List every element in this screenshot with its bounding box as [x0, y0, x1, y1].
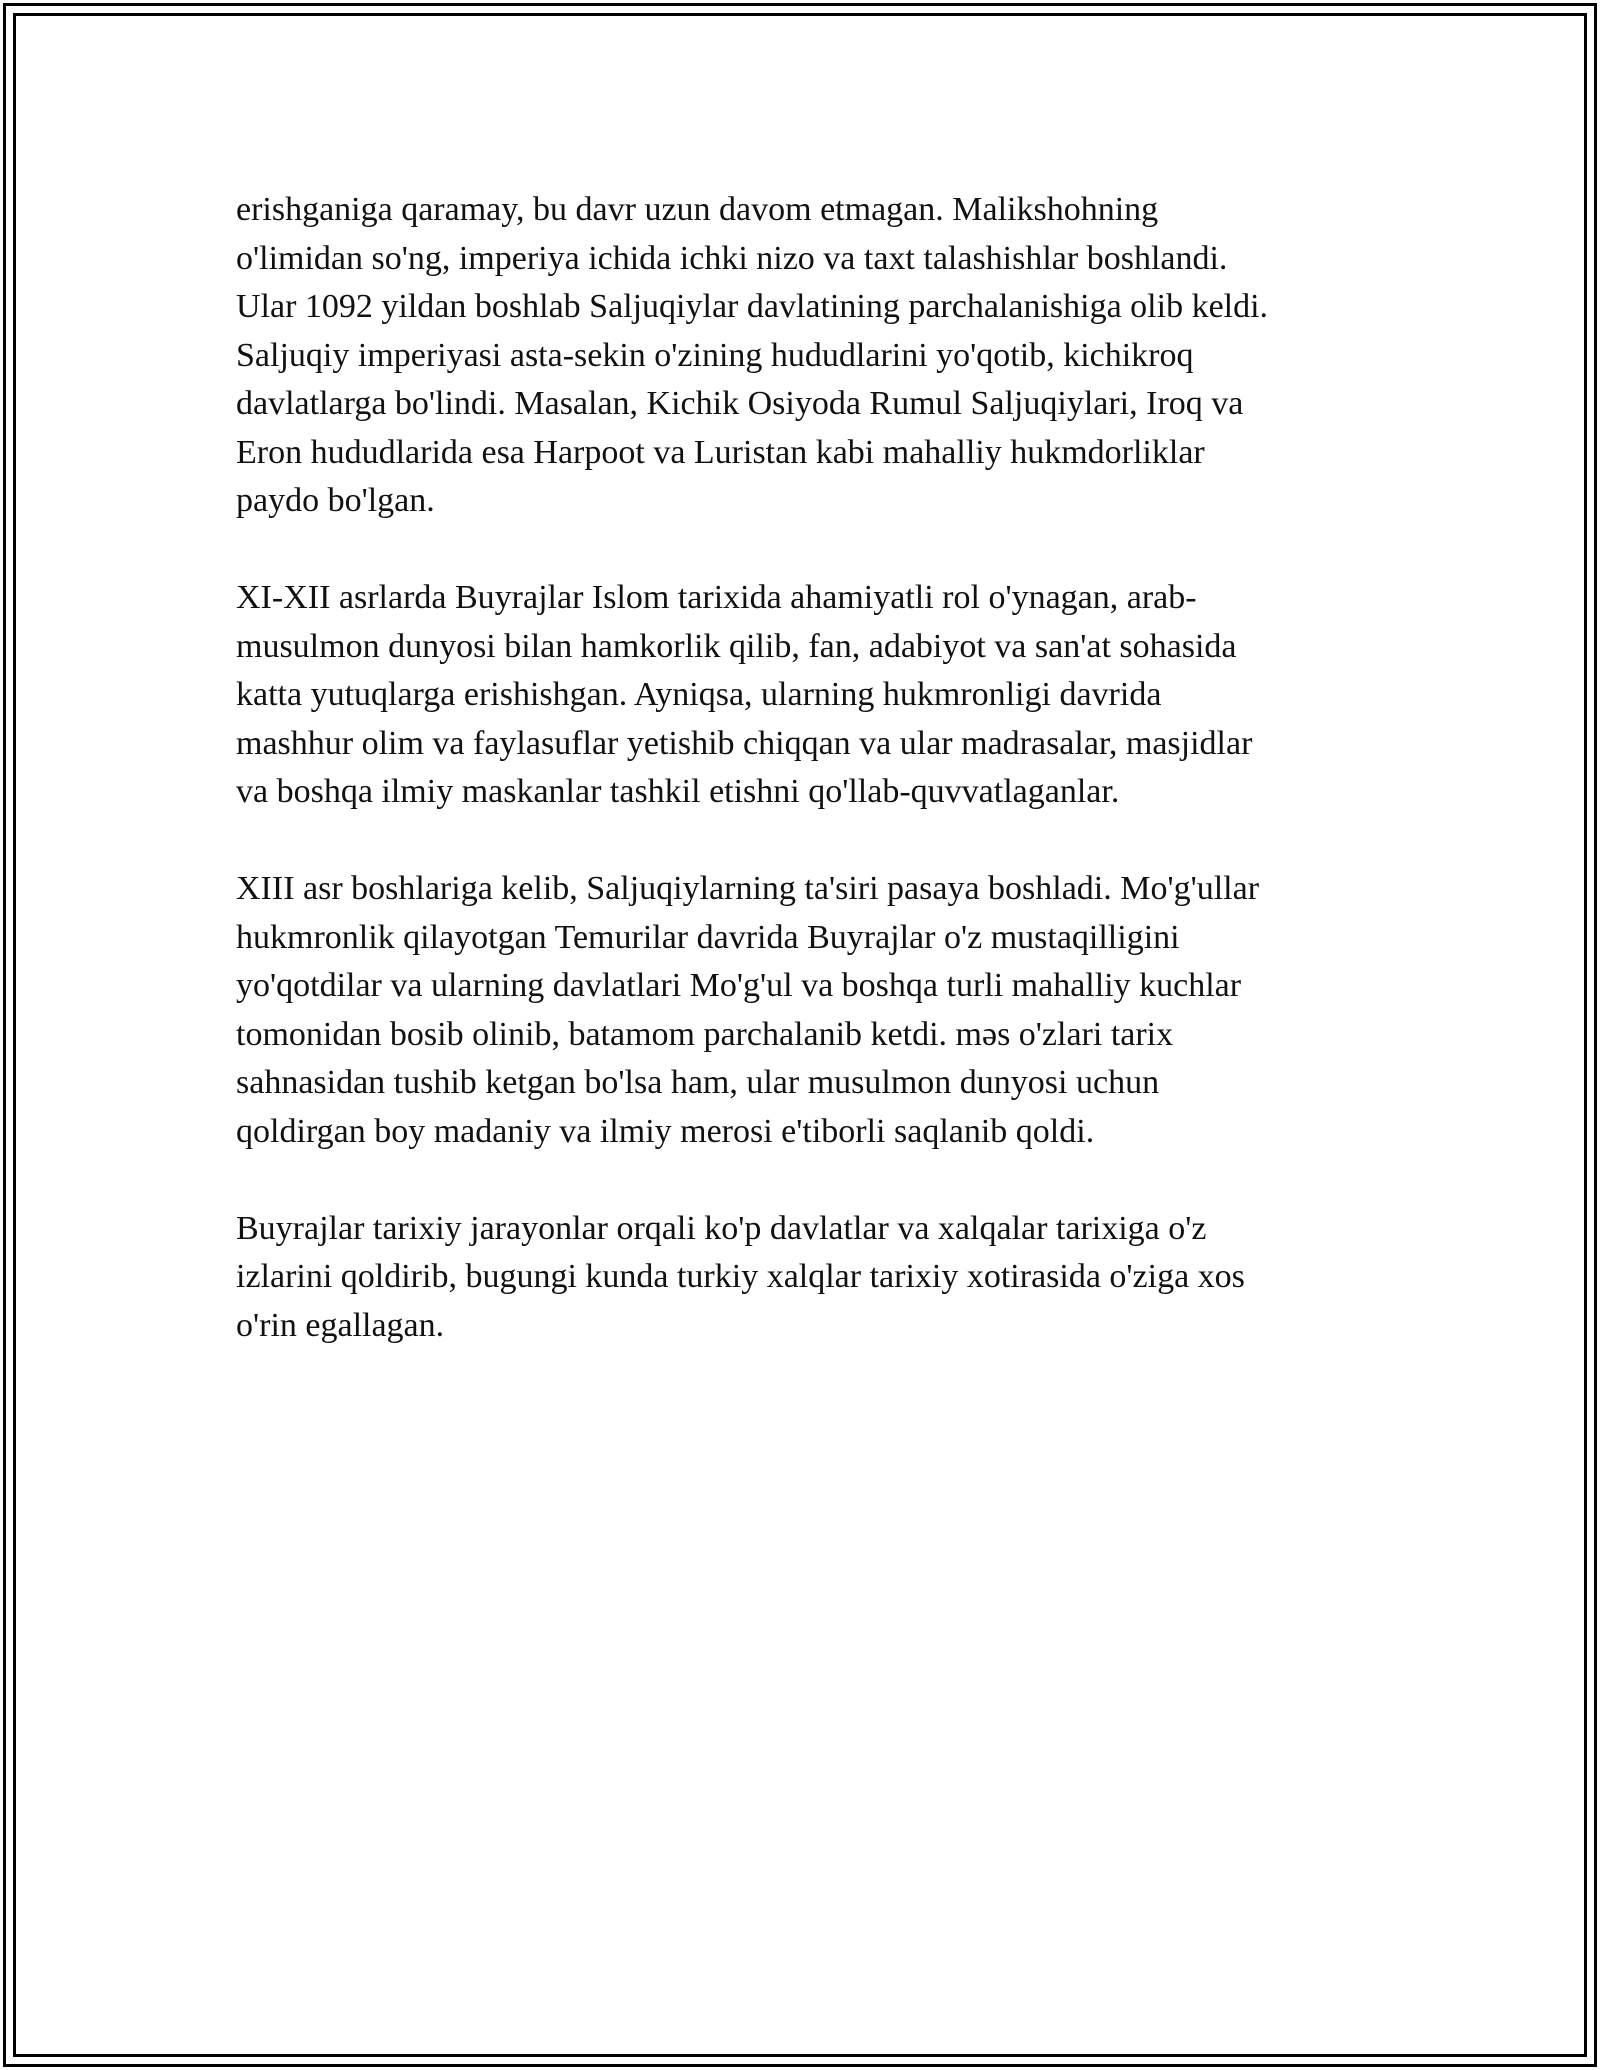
document-body [236, 186, 1366, 1399]
paragraph-4: Buyrajlar tarixiy jarayonlar orqali ko'p davlatlar va xalqalar tarixiga o'z izlarini qoldirib, bugungi kunda turkiy xalqlar tarixiy xotirasida o'ziga xos o'rin egallagan. [236, 1209, 1245, 1344]
paragraph-2: XI-XII asrlarda Buyrajlar Islom tarixida ahamiyatli rol o'ynagan, arab- musulmon dunyosi bilan hamkorlik qilib, fan, adabiyot va san'at sohasida katta yutuqlarga erishishgan. Ayniqsa, ularning hukmronligi davrida mashhur olim va faylasuflar yetishib chiqqan va ular madrasalar, masjidlar va boshqa ilmiy maskanlar tashkil etishni qo'llab-quvvatlaganlar. [236, 579, 1253, 810]
paragraph-3: XIII asr boshlariga kelib, Saljuqiylarning ta'siri pasaya boshladi. Mo'g'ullar hukmronlik qilayotgan Temurilar davrida Buyrajlar o'z mustaqilligini yo'qotdilar va ularning davlatlari Mo'g'ul va boshqa turli mahalliy kuchlar tomonidan bosib olinib, batamom parchalanib ketdi. məs o'zlari tarix sahnasidan tushib ketgan bo'lsa ham, ular musulmon dunyosi uchun qoldirgan boy madaniy va ilmiy merosi e'tiborli saqlanib qoldi. [236, 870, 1260, 1150]
paragraph-1: erishganiga qaramay, bu davr uzun davom etmagan. Malikshohning o'limidan so'ng, imperiya ichida ichki nizo va taxt talashishlar boshlandi. Ular 1092 yildan boshlab Saljuqiylar davlatining parchalanishiga olib keldi. Saljuqiy imperiyasi asta-sekin o'zining hududlarini yo'qotib, kichikroq davlatlarga bo'lindi. Masalan, Kichik Osiyoda Rumul Saljuqiylari, Iroq va Eron hududlarida esa Harpoot va Luristan kabi mahalliy hukmdorliklar paydo bo'lgan. [236, 191, 1269, 519]
